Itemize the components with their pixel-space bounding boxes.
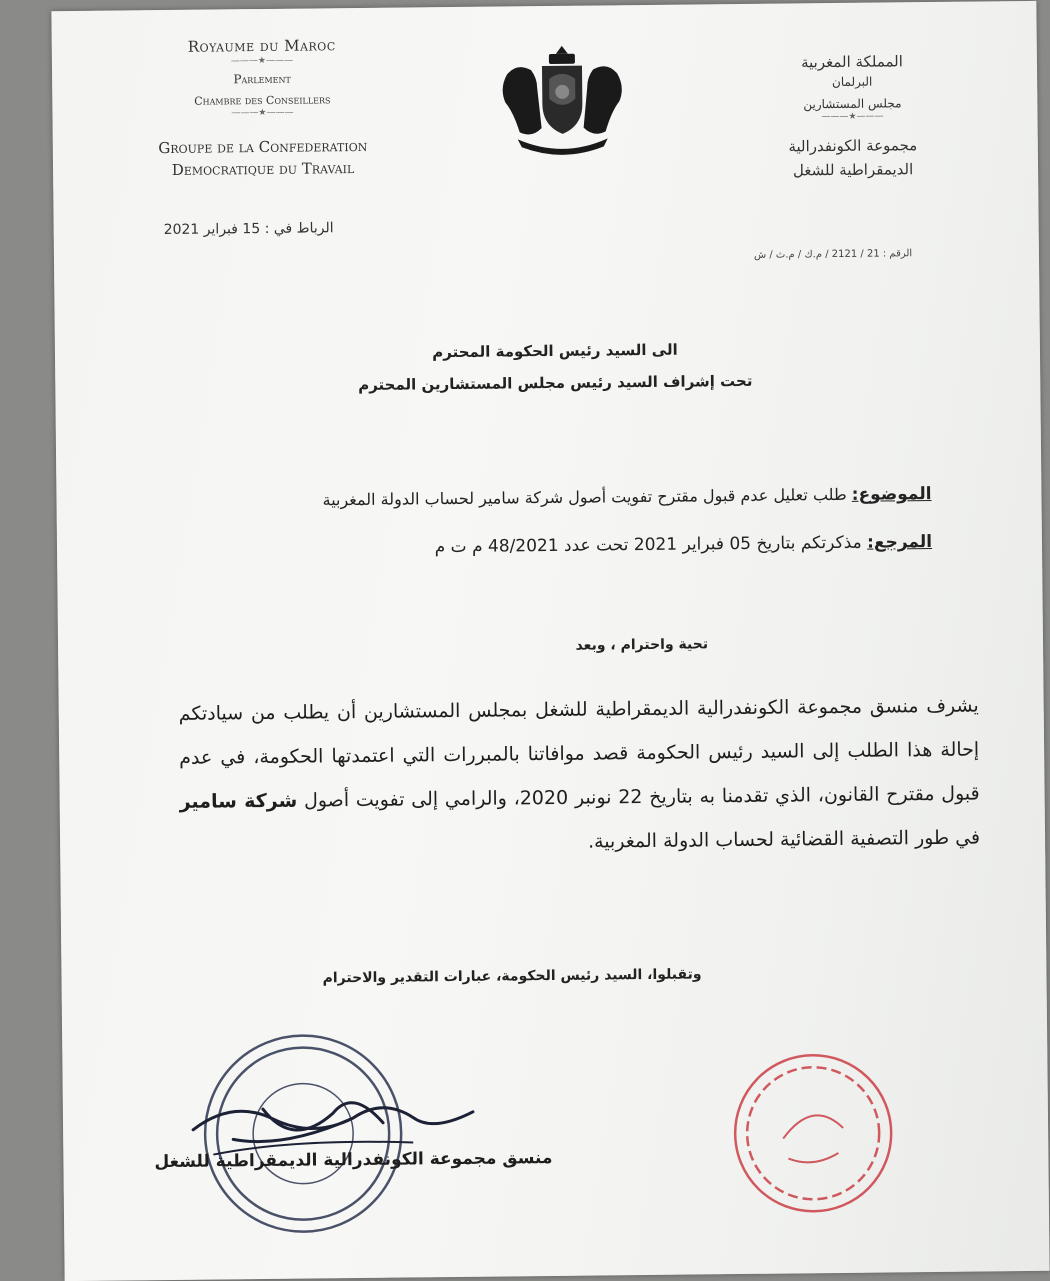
ar-group-line2: الديمقراطية للشغل [792,160,914,180]
date-line: الرباط في : 15 فبراير 2021 [163,220,334,239]
divider: ———★——— [821,111,884,123]
closing-line: وتقبلوا، السيد رئيس الحكومة، عبارات التقدير والاحترام [322,966,702,987]
body-bold-company: شركة سامير [179,789,298,813]
ar-chamber: مجلس المستشارين [803,96,902,112]
reference-label: المرجع: [867,532,933,553]
fr-parliament: Parlement [233,71,291,87]
fr-chamber: Chambre des Conseillers [194,93,331,108]
red-received-stamp [727,1047,899,1219]
ar-parliament: البرلمان [831,74,873,90]
reference-text: مذكرتكم بتاريخ 05 فبراير 2021 تحت عدد 48/2021 م ت م [434,532,862,558]
body-part1: يشرف منسق مجموعة الكونفدرالية الديمقراطية للشغل بمجلس المستشارين أن يطلب من سيادتكم إحالة هذا الطلب إلى السيد رئيس الحكومة قصد موافاتنا بالمبررات التي اعتمدتها الحكومة، في عدم قبول مقترح القانون، الذي تقدمنا به بتاريخ 22 نونبر 2020، والرامي إلى تفويت أصول [178,694,980,812]
subject-line [151,484,931,512]
coat-of-arms-emblem [497,43,628,159]
addressee-line2: تحت إشراف السيد رئيس مجلس المستشارين المحترم [358,371,753,394]
subject-text: طلب تعليل عدم قبول مقترح تفويت أصول شركة سامير لحساب الدولة المغربية [322,484,847,510]
fr-group-line1: Groupe de la Confederation [158,136,368,158]
subject-label: الموضوع: [851,484,932,505]
body-part2: في طور التصفية القضائية لحساب الدولة المغربية. [587,826,981,853]
divider: ———★——— [230,55,293,67]
addressee-line1: الى السيد رئيس الحكومة المحترم [432,340,678,362]
reference-number: الرقم : 21 / 2121 / م.ك / م.ث / ش [753,248,913,261]
arabic-letterhead [742,52,963,183]
greeting: تحية واحترام ، وبعد [575,636,709,654]
letter-body [179,684,981,868]
ar-kingdom: المملكة المغربية [800,52,903,72]
divider: ———★——— [231,107,294,119]
fr-group-line2: Democratique du Travail [171,159,355,179]
letter-page [51,1,1049,1281]
signer-title: منسق مجموعة الكونفدرالية الديمقراطية للشغل [154,1148,553,1173]
reference-line [152,532,932,560]
french-letterhead [122,36,403,182]
fr-kingdom: Royaume du Maroc [187,36,336,56]
ar-group-line1: مجموعة الكونفدرالية [788,136,918,156]
